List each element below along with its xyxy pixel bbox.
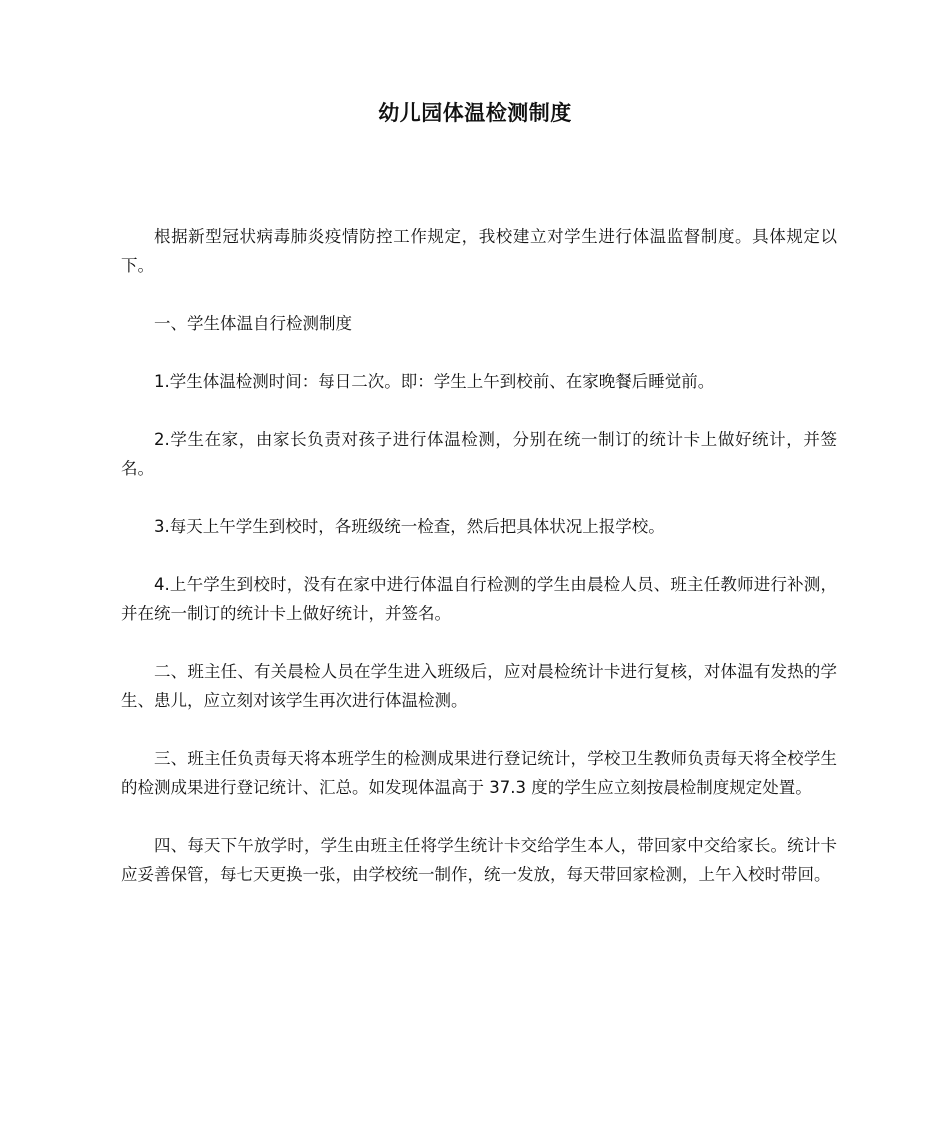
list-item-2: 2.学生在家，由家长负责对孩子进行体温检测，分别在统一制订的统计卡上做好统计，并签名。 (121, 430, 837, 478)
list-item-4: 4.上午学生到校时，没有在家中进行体温自行检测的学生由晨检人员、班主任教师进行补测，并在统一制订的统计卡上做好统计，并签名。 (121, 575, 837, 623)
section-heading-1: 一、学生体温自行检测制度 (154, 314, 352, 333)
document-body (121, 222, 837, 918)
paragraph-intro: 根据新型冠状病毒肺炎疫情防控工作规定，我校建立对学生进行体温监督制度。具体规定以下。 (121, 227, 837, 275)
section-paragraph-4: 四、每天下午放学时，学生由班主任将学生统计卡交给学生本人，带回家中交给家长。统计卡应妥善保管，每七天更换一张，由学校统一制作，统一发放，每天带回家检测，上午入校时带回。 (121, 836, 837, 884)
section-paragraph-3: 三、班主任负责每天将本班学生的检测成果进行登记统计，学校卫生教师负责每天将全校学生的检测成果进行登记统计、汇总。如发现体温高于 37.3 度的学生应立刻按晨检制度规定处置。 (121, 749, 837, 797)
section-paragraph-2: 二、班主任、有关晨检人员在学生进入班级后，应对晨检统计卡进行复核，对体温有发热的学生、患儿，应立刻对该学生再次进行体温检测。 (121, 662, 837, 710)
document-title: 幼儿园体温检测制度 (378, 101, 572, 125)
list-item-3: 3.每天上午学生到校时，各班级统一检查，然后把具体状况上报学校。 (154, 517, 665, 536)
list-item-1: 1.学生体温检测时间：每日二次。即：学生上午到校前、在家晚餐后睡觉前。 (154, 372, 715, 391)
